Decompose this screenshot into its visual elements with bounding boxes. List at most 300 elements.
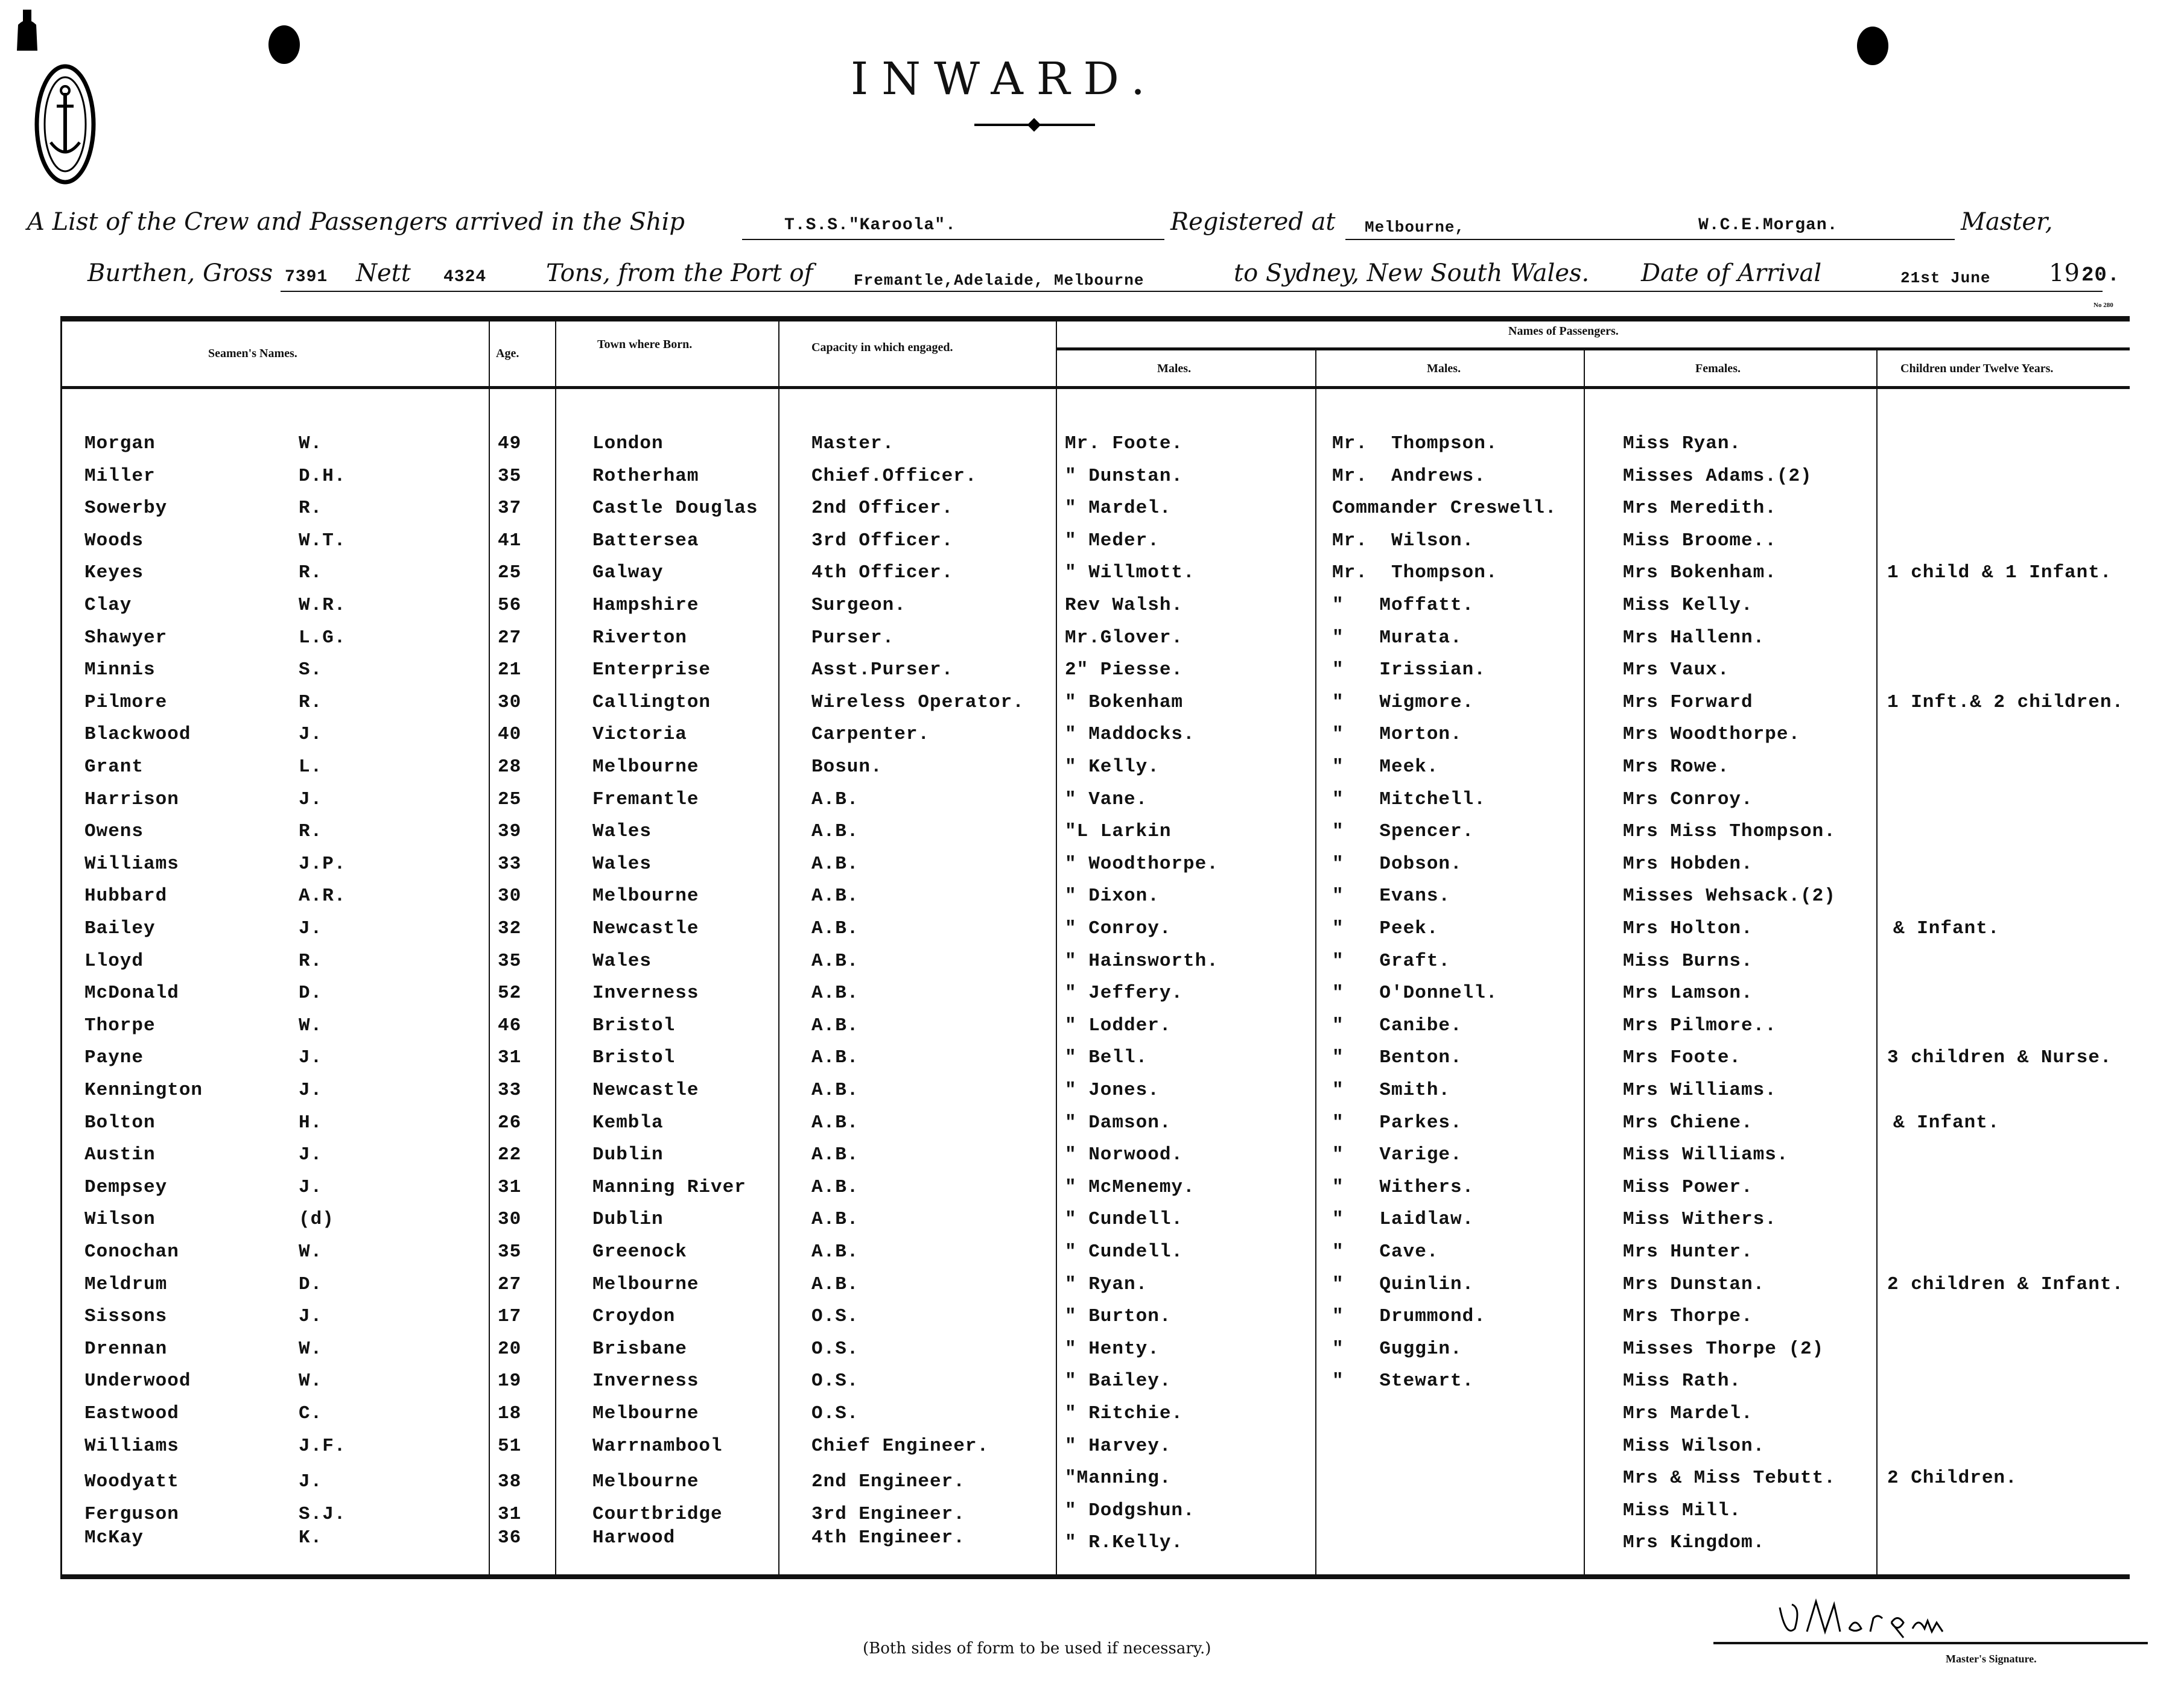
crew-surname: Kennington: [84, 1080, 203, 1101]
crew-age: 40: [498, 724, 522, 746]
crew-initials: D.: [299, 1273, 323, 1295]
crew-town: Manning River: [592, 1176, 746, 1198]
crew-age: 26: [498, 1112, 522, 1133]
passenger-male: " Mitchell.: [1332, 788, 1486, 810]
passenger-male: " Dodgshun.: [1065, 1500, 1195, 1521]
passenger-male: "L Larkin: [1065, 821, 1172, 843]
passenger-male: " Irissian.: [1332, 659, 1486, 681]
col-header-capacity: Capacity in which engaged.: [811, 341, 953, 354]
col-header-children: Children under Twelve Years.: [1900, 362, 2054, 375]
crew-age: 17: [498, 1306, 522, 1328]
crew-surname: Owens: [84, 821, 144, 843]
passenger-male: 2" Piesse.: [1065, 659, 1184, 681]
crew-initials: W.: [299, 1241, 323, 1262]
nett-label: Nett: [356, 259, 411, 287]
crew-surname: Thorpe: [84, 1015, 156, 1036]
crew-town: Callington: [592, 691, 711, 713]
year-prefix: 19: [2049, 259, 2080, 287]
crew-capacity: Chief Engineer.: [811, 1435, 989, 1457]
col-divider: [489, 322, 490, 1576]
passenger-male: " Evans.: [1332, 885, 1451, 907]
passenger-male: " Mardel.: [1065, 498, 1172, 519]
crew-surname: Dempsey: [84, 1176, 168, 1198]
crew-town: Wales: [592, 950, 652, 972]
crew-initials: J.: [299, 918, 323, 939]
form-number: No 280: [2094, 302, 2113, 309]
passenger-male: " Smith.: [1332, 1080, 1451, 1101]
fill-line: [742, 239, 1164, 240]
crew-surname: Minnis: [84, 659, 156, 681]
passenger-female: Mrs Meredith.: [1623, 498, 1777, 519]
passenger-female: Miss Ryan.: [1623, 433, 1742, 454]
tons-from-port-label: Tons, from the Port of: [546, 259, 813, 287]
crew-capacity: O.S.: [811, 1338, 859, 1360]
col-header-age: Age.: [496, 347, 519, 360]
crew-capacity: 2nd Engineer.: [811, 1471, 965, 1493]
crew-capacity: Surgeon.: [811, 595, 906, 616]
crew-initials: J.: [299, 1471, 323, 1493]
crew-surname: Wilson: [84, 1209, 156, 1231]
passenger-male: " Kelly.: [1065, 756, 1160, 778]
passenger-female: Mrs Hallenn.: [1623, 627, 1765, 648]
crew-initials: J.: [299, 724, 323, 746]
crew-initials: S.: [299, 659, 323, 681]
passenger-female: Miss Power.: [1623, 1176, 1753, 1198]
crew-capacity: Asst.Purser.: [811, 659, 954, 681]
crew-initials: W.T.: [299, 530, 346, 551]
passenger-female: Mrs Lamson.: [1623, 983, 1753, 1004]
crew-initials: D.H.: [299, 465, 346, 487]
signature-label: Master's Signature.: [1946, 1653, 2037, 1665]
col-header-males-2: Males.: [1427, 362, 1461, 375]
crew-surname: Woodyatt: [84, 1471, 179, 1493]
passenger-female: Mrs Miss Thompson.: [1623, 821, 1836, 843]
crew-initials: W.: [299, 1338, 323, 1360]
crew-capacity: A.B.: [811, 853, 859, 875]
col-header-males-1: Males.: [1157, 362, 1192, 375]
passenger-male: " Quinlin.: [1332, 1273, 1475, 1295]
crew-initials: S.J.: [299, 1503, 346, 1525]
passenger-male: " Damson.: [1065, 1112, 1172, 1133]
passenger-female: Mrs Bokenham.: [1623, 562, 1777, 584]
crew-capacity: 3rd Engineer.: [811, 1503, 965, 1525]
crew-town: Rotherham: [592, 465, 699, 487]
crew-town: Greenock: [592, 1241, 687, 1262]
passenger-male: " R.Kelly.: [1065, 1532, 1184, 1554]
crew-town: Victoria: [592, 724, 687, 746]
crew-initials: L.: [299, 756, 323, 778]
crew-town: Dublin: [592, 1144, 664, 1166]
passenger-children-entry: 1 child & 1 Infant.: [1887, 562, 2112, 584]
crew-age: 20: [498, 1338, 522, 1360]
title-ornament-diamond: [1027, 118, 1041, 132]
crew-age: 27: [498, 1273, 522, 1295]
passenger-male: " Henty.: [1065, 1338, 1160, 1360]
crew-capacity: A.B.: [811, 1241, 859, 1262]
nett-tonnage: 4324: [443, 268, 487, 287]
crew-town: Hampshire: [592, 595, 699, 616]
passenger-male: " Ryan.: [1065, 1273, 1148, 1295]
passenger-male: " Benton.: [1332, 1047, 1462, 1069]
crew-initials: C.: [299, 1403, 323, 1424]
crew-initials: R.: [299, 498, 323, 519]
crew-age: 31: [498, 1176, 522, 1198]
crew-capacity: A.B.: [811, 1112, 859, 1133]
crew-initials: J.: [299, 1047, 323, 1069]
crew-surname: Williams: [84, 853, 179, 875]
passenger-male: Mr.Glover.: [1065, 627, 1184, 648]
passenger-female: Mrs Thorpe.: [1623, 1306, 1753, 1328]
crew-capacity: A.B.: [811, 1015, 859, 1036]
crew-initials: R.: [299, 562, 323, 584]
passenger-male: " Meek.: [1332, 756, 1439, 778]
crew-surname: Drennan: [84, 1338, 168, 1360]
crew-town: Castle Douglas: [592, 498, 758, 519]
crew-initials: J.: [299, 788, 323, 810]
passenger-male: " Canibe.: [1332, 1015, 1462, 1036]
passenger-female: Miss Kelly.: [1623, 595, 1753, 616]
crew-age: 38: [498, 1471, 522, 1493]
passenger-male: " Jeffery.: [1065, 983, 1184, 1004]
crew-capacity: Carpenter.: [811, 724, 930, 746]
crew-surname: Miller: [84, 465, 156, 487]
crew-age: 18: [498, 1403, 522, 1424]
crew-capacity: A.B.: [811, 1144, 859, 1166]
table-top-rule: [60, 316, 2130, 322]
passenger-female: Misses Wehsack.(2): [1623, 885, 1836, 907]
punch-hole: [268, 25, 300, 64]
passenger-female: Mrs Forward: [1623, 691, 1753, 713]
passenger-male: " O'Donnell.: [1332, 983, 1498, 1004]
passenger-male: " Meder.: [1065, 530, 1160, 551]
passenger-male: " Cundell.: [1065, 1241, 1184, 1262]
col-divider: [778, 322, 779, 1576]
passenger-male: " Jones.: [1065, 1080, 1160, 1101]
crew-surname: Underwood: [84, 1370, 191, 1392]
crew-age: 31: [498, 1047, 522, 1069]
crew-town: Battersea: [592, 530, 699, 551]
col-divider: [60, 322, 62, 1576]
crew-town: London: [592, 433, 664, 454]
passenger-female: Miss Wilson.: [1623, 1435, 1765, 1457]
crew-town: Croydon: [592, 1306, 676, 1328]
registered-at-label: Registered at: [1170, 208, 1336, 236]
col-header-females: Females.: [1695, 362, 1741, 375]
passenger-male: " Withers.: [1332, 1176, 1475, 1198]
crew-town: Newcastle: [592, 918, 699, 939]
crew-town: Melbourne: [592, 1273, 699, 1295]
crew-surname: Clay: [84, 595, 132, 616]
passenger-female: Miss Withers.: [1623, 1209, 1777, 1231]
crew-age: 25: [498, 788, 522, 810]
crew-initials: D.: [299, 983, 323, 1004]
crew-age: 37: [498, 498, 522, 519]
crew-surname: McDonald: [84, 983, 179, 1004]
master-signature: [1774, 1595, 1973, 1644]
crew-town: Kembla: [592, 1112, 664, 1133]
crew-capacity: A.B.: [811, 1273, 859, 1295]
crew-surname: Shawyer: [84, 627, 168, 648]
passenger-male: " Cave.: [1332, 1241, 1439, 1262]
crew-town: Melbourne: [592, 885, 699, 907]
passenger-children-entry: & Infant.: [1893, 918, 2000, 939]
passenger-male: " Laidlaw.: [1332, 1209, 1475, 1231]
passenger-female: Miss Rath.: [1623, 1370, 1742, 1392]
passenger-female: Mrs Dunstan.: [1623, 1273, 1765, 1295]
passenger-male: " Morton.: [1332, 724, 1462, 746]
crew-initials: R.: [299, 821, 323, 843]
passenger-male: Mr. Andrews.: [1332, 465, 1486, 487]
fill-line: [281, 291, 2103, 292]
crew-initials: K.: [299, 1527, 323, 1549]
passenger-female: Mrs Woodthorpe.: [1623, 724, 1801, 746]
crew-town: Bristol: [592, 1015, 676, 1036]
crew-capacity: Master.: [811, 433, 895, 454]
crew-capacity: A.B.: [811, 950, 859, 972]
crew-town: Galway: [592, 562, 664, 584]
col-divider: [1584, 350, 1585, 1576]
passenger-female: Mrs Williams.: [1623, 1080, 1777, 1101]
fill-line: [1345, 239, 1955, 240]
passenger-male: Rev Walsh.: [1065, 595, 1184, 616]
crew-surname: Harrison: [84, 788, 179, 810]
crew-surname: Grant: [84, 756, 144, 778]
list-intro-label: A List of the Crew and Passengers arrived in the Ship: [27, 208, 685, 236]
passenger-female: Mrs & Miss Tebutt.: [1623, 1468, 1836, 1489]
passenger-female: Miss Burns.: [1623, 950, 1753, 972]
crew-capacity: Purser.: [811, 627, 895, 648]
crew-age: 28: [498, 756, 522, 778]
crew-initials: J.P.: [299, 853, 346, 875]
col-divider: [1876, 350, 1878, 1576]
crew-age: 30: [498, 885, 522, 907]
passenger-female: Mrs Kingdom.: [1623, 1532, 1765, 1554]
crew-surname: Eastwood: [84, 1403, 179, 1424]
crew-capacity: 2nd Officer.: [811, 498, 954, 519]
passenger-male: Mr. Thompson.: [1332, 562, 1498, 584]
crew-surname: Morgan: [84, 433, 156, 454]
date-of-arrival-label: Date of Arrival: [1641, 259, 1822, 287]
crew-surname: Pilmore: [84, 691, 168, 713]
passenger-male: " Bailey.: [1065, 1370, 1172, 1392]
crew-initials: A.R.: [299, 885, 346, 907]
crew-capacity: 4th Officer.: [811, 562, 954, 584]
header-bottom-rule: [60, 386, 2130, 389]
crew-age: 33: [498, 853, 522, 875]
crew-town: Melbourne: [592, 756, 699, 778]
crew-capacity: A.B.: [811, 821, 859, 843]
passenger-male: " Bell.: [1065, 1047, 1148, 1069]
passenger-male: " Guggin.: [1332, 1338, 1462, 1360]
passenger-female: Mrs Conroy.: [1623, 788, 1753, 810]
form-footnote: (Both sides of form to be used if necessary.): [863, 1639, 1211, 1658]
passenger-male: " Ritchie.: [1065, 1403, 1184, 1424]
crew-age: 49: [498, 433, 522, 454]
crew-capacity: A.B.: [811, 1080, 859, 1101]
crew-capacity: A.B.: [811, 1047, 859, 1069]
master-label: Master,: [1961, 208, 2053, 236]
crew-surname: Payne: [84, 1047, 144, 1069]
passenger-female: Mrs Mardel.: [1623, 1403, 1753, 1424]
crew-initials: J.: [299, 1176, 323, 1198]
crew-initials: J.: [299, 1080, 323, 1101]
crew-initials: R.: [299, 691, 323, 713]
passenger-male: " Dobson.: [1332, 853, 1462, 875]
crew-surname: Austin: [84, 1144, 156, 1166]
passenger-male: " McMenemy.: [1065, 1176, 1195, 1198]
destination-label: to Sydney, New South Wales.: [1234, 259, 1590, 287]
crew-town: Inverness: [592, 983, 699, 1004]
crew-surname: Keyes: [84, 562, 144, 584]
passenger-female: Miss Mill.: [1623, 1500, 1742, 1521]
department-seal: [6, 4, 42, 191]
crew-surname: Conochan: [84, 1241, 179, 1262]
crew-initials: (d): [299, 1209, 334, 1231]
passenger-male: " Varige.: [1332, 1144, 1462, 1166]
registered-at-value: Melbourne,: [1365, 218, 1465, 236]
crew-initials: W.: [299, 1015, 323, 1036]
crew-surname: Bolton: [84, 1112, 156, 1133]
gross-tonnage: 7391: [285, 268, 328, 287]
crew-surname: Woods: [84, 530, 144, 551]
passenger-children-entry: & Infant.: [1893, 1112, 2000, 1133]
crew-town: Inverness: [592, 1370, 699, 1392]
col-divider: [1056, 322, 1057, 1576]
passenger-male: " Norwood.: [1065, 1144, 1184, 1166]
passenger-female: Mrs Pilmore..: [1623, 1015, 1777, 1036]
crew-town: Enterprise: [592, 659, 711, 681]
passenger-male: "Manning.: [1065, 1468, 1172, 1489]
crew-town: Melbourne: [592, 1471, 699, 1493]
crew-surname: Williams: [84, 1435, 179, 1457]
crew-capacity: A.B.: [811, 885, 859, 907]
crew-town: Newcastle: [592, 1080, 699, 1101]
crew-age: 36: [498, 1527, 522, 1549]
passenger-female: Miss Broome..: [1623, 530, 1777, 551]
passenger-male: " Spencer.: [1332, 821, 1475, 843]
crew-age: 46: [498, 1015, 522, 1036]
crew-initials: W.R.: [299, 595, 346, 616]
from-port-value: Fremantle,Adelaide, Melbourne: [854, 271, 1144, 290]
crew-age: 25: [498, 562, 522, 584]
crew-capacity: Wireless Operator.: [811, 691, 1024, 713]
ship-name: T.S.S."Karoola".: [784, 216, 956, 235]
passenger-male: " Moffatt.: [1332, 595, 1475, 616]
burthen-label: Burthen, Gross: [87, 259, 273, 287]
passenger-male: Mr. Thompson.: [1332, 433, 1498, 454]
passenger-male: " Harvey.: [1065, 1435, 1172, 1457]
crew-town: Courtbridge: [592, 1503, 723, 1525]
passenger-male: " Graft.: [1332, 950, 1451, 972]
crew-town: Dublin: [592, 1209, 664, 1231]
crew-town: Harwood: [592, 1527, 676, 1549]
passenger-male: " Lodder.: [1065, 1015, 1172, 1036]
crew-capacity: O.S.: [811, 1403, 859, 1424]
crew-capacity: A.B.: [811, 983, 859, 1004]
col-header-seamen: Seamen's Names.: [208, 347, 297, 360]
crew-capacity: A.B.: [811, 1176, 859, 1198]
passenger-male: Commander Creswell.: [1332, 498, 1557, 519]
col-header-town: Town where Born.: [597, 338, 693, 351]
crew-initials: J.F.: [299, 1435, 346, 1457]
date-of-arrival-value: 21st June: [1900, 269, 1991, 287]
crew-age: 35: [498, 1241, 522, 1262]
passenger-female: Misses Thorpe (2): [1623, 1338, 1824, 1360]
crew-initials: H.: [299, 1112, 323, 1133]
passenger-male: " Wigmore.: [1332, 691, 1475, 713]
passenger-male: " Bokenham: [1065, 691, 1184, 713]
crew-capacity: A.B.: [811, 1209, 859, 1231]
passenger-female: Miss Williams.: [1623, 1144, 1789, 1166]
passenger-male: " Dixon.: [1065, 885, 1160, 907]
passenger-female: Misses Adams.(2): [1623, 465, 1812, 487]
crew-capacity: 3rd Officer.: [811, 530, 954, 551]
passenger-male: Mr. Foote.: [1065, 433, 1184, 454]
crew-age: 27: [498, 627, 522, 648]
crew-age: 41: [498, 530, 522, 551]
crew-town: Wales: [592, 821, 652, 843]
crew-initials: L.G.: [299, 627, 346, 648]
crew-surname: Blackwood: [84, 724, 191, 746]
crew-capacity: O.S.: [811, 1370, 859, 1392]
passenger-male: " Cundell.: [1065, 1209, 1184, 1231]
passenger-female: Mrs Chiene.: [1623, 1112, 1753, 1133]
master-name: W.C.E.Morgan.: [1698, 216, 1838, 235]
crew-capacity: 4th Engineer.: [811, 1527, 965, 1549]
crew-capacity: Bosun.: [811, 756, 883, 778]
passenger-children-entry: 3 children & Nurse.: [1887, 1047, 2112, 1069]
crew-initials: W.: [299, 433, 323, 454]
crew-age: 30: [498, 1209, 522, 1231]
crew-initials: J.: [299, 1144, 323, 1166]
table-bottom-rule: [60, 1574, 2130, 1579]
passenger-female: Mrs Foote.: [1623, 1047, 1742, 1069]
crew-age: 35: [498, 465, 522, 487]
crew-initials: W.: [299, 1370, 323, 1392]
year-suffix: 20.: [2081, 264, 2121, 287]
passenger-female: Mrs Hunter.: [1623, 1241, 1753, 1262]
crew-age: 51: [498, 1435, 522, 1457]
crew-surname: Sissons: [84, 1306, 168, 1328]
crew-surname: McKay: [84, 1527, 144, 1549]
passenger-male: " Willmott.: [1065, 562, 1195, 584]
crew-town: Melbourne: [592, 1403, 699, 1424]
passenger-subhead-rule: [1056, 347, 2130, 350]
passenger-children-entry: 2 children & Infant.: [1887, 1273, 2124, 1295]
crew-town: Warrnambool: [592, 1435, 723, 1457]
crew-capacity: A.B.: [811, 918, 859, 939]
passenger-male: " Maddocks.: [1065, 724, 1195, 746]
crew-initials: J.: [299, 1306, 323, 1328]
crew-age: 30: [498, 691, 522, 713]
passenger-male: " Dunstan.: [1065, 465, 1184, 487]
crew-surname: Ferguson: [84, 1503, 179, 1525]
crew-capacity: O.S.: [811, 1306, 859, 1328]
crew-age: 22: [498, 1144, 522, 1166]
seal-ring-icon: [5, 52, 125, 197]
passenger-male: " Vane.: [1065, 788, 1148, 810]
crew-age: 35: [498, 950, 522, 972]
crew-surname: Lloyd: [84, 950, 144, 972]
crew-surname: Hubbard: [84, 885, 168, 907]
crew-capacity: Chief.Officer.: [811, 465, 977, 487]
col-header-passengers: Names of Passengers.: [1508, 325, 1619, 338]
signature-scrawl-icon: [1774, 1595, 1973, 1644]
passenger-male: " Woodthorpe.: [1065, 853, 1219, 875]
crew-town: Brisbane: [592, 1338, 687, 1360]
crew-age: 56: [498, 595, 522, 616]
passenger-male: " Peek.: [1332, 918, 1439, 939]
